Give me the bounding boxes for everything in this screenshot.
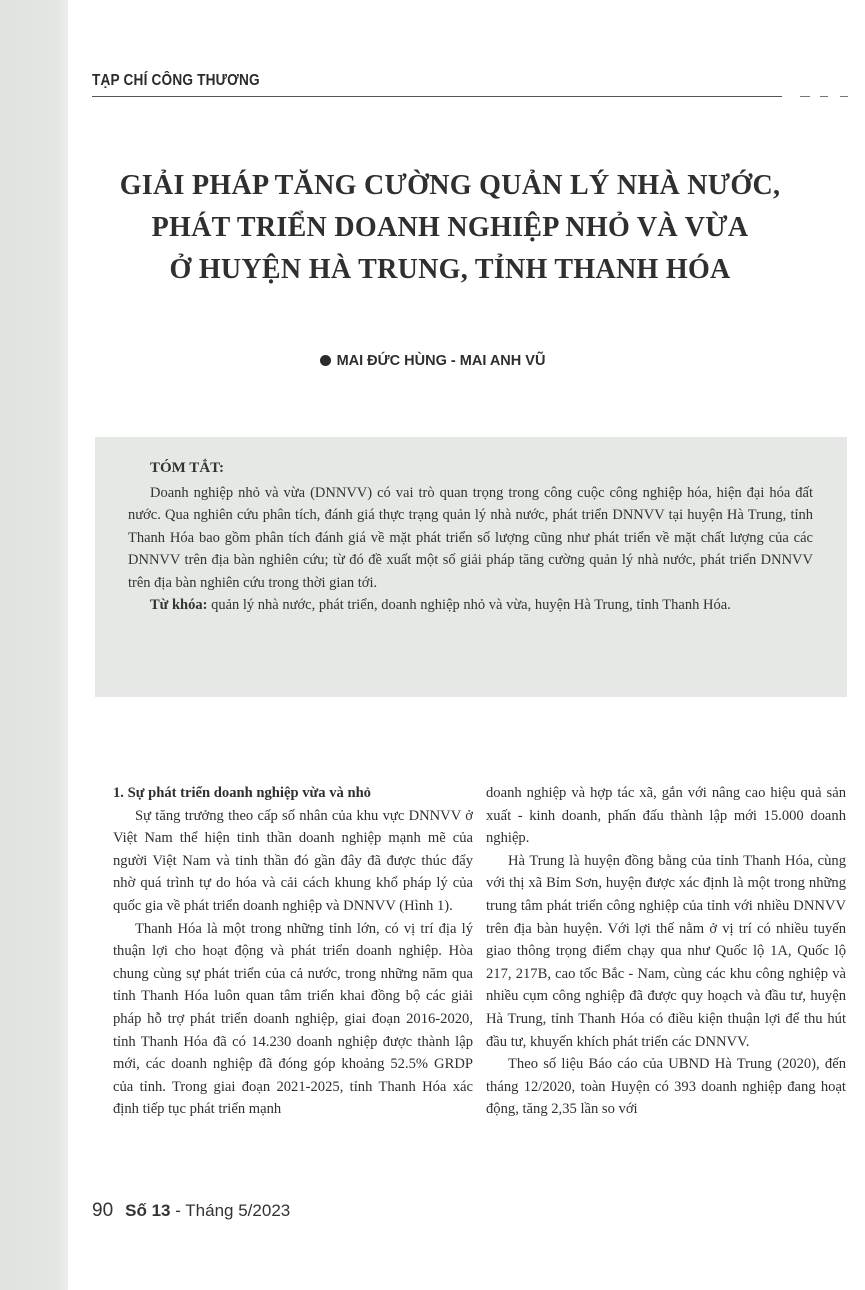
keywords-label: Từ khóa: [150, 597, 208, 613]
left-column [113, 782, 473, 1121]
title-line: PHÁT TRIỂN DOANH NGHIỆP NHỎ VÀ VỪA [151, 212, 749, 243]
authors: MAI ĐỨC HÙNG - MAI ANH VŨ [336, 353, 546, 369]
section-heading: 1. Sự phát triển doanh nghiệp vừa và nhỏ [113, 785, 371, 801]
header-rule-dash [800, 96, 810, 97]
paragraph: doanh nghiệp và hợp tác xã, gắn với nâng cao hiệu quả sản xuất - kinh doanh, phấn đấu thành lập mới 15.000 doanh nghiệp. [486, 785, 846, 847]
page-margin-strip [0, 0, 68, 1290]
header-rule-dash [820, 96, 828, 97]
issue-date: - Tháng 5/2023 [170, 1201, 291, 1220]
authors-line [0, 353, 865, 369]
abstract-heading: TÓM TẮT: [150, 460, 225, 476]
paragraph: Theo số liệu Báo cáo của UBND Hà Trung (2020), đến tháng 12/2020, toàn Huyện có 393 doanh nghiệp đang hoạt động, tăng 2,35 lần so với [486, 1056, 846, 1118]
abstract-body: Doanh nghiệp nhỏ và vừa (DNNVV) có vai trò quan trọng trong công cuộc công nghiệp hóa, hiện đại hóa đất nước. Qua nghiên cứu phân tích, đánh giá thực trạng quản lý nhà nước, phát triển DNNVV tại huyện Hà Trung, tỉnh Thanh Hóa bao gồm phân tích đánh giá về mặt phát triển số lượng cũng như phát triển về mặt chất lượng của các DNNVV trên địa bàn nghiên cứu; từ đó đề xuất một số giải pháp tăng cường quản lý nhà nước, phát triển DNNVV trên địa bàn nghiên cứu trong thời gian tới. [128, 484, 813, 591]
right-column [486, 782, 846, 1121]
issue-number: Số 13 [125, 1201, 171, 1220]
header-rule-dash [840, 96, 848, 97]
page-number: 90 [92, 1200, 114, 1221]
journal-name: TẠP CHÍ CÔNG THƯƠNG [92, 72, 260, 89]
paragraph: Thanh Hóa là một trong những tỉnh lớn, có vị trí địa lý thuận lợi cho hoạt động và phát triển doanh nghiệp. Hòa chung cùng sự phát triển của cả nước, trong những năm qua tỉnh Thanh Hóa luôn quan tâm triển khai đồng bộ các giải pháp hỗ trợ phát triển doanh nghiệp, giai đoạn 2016-2020, tỉnh Thanh Hóa đã có 14.230 doanh nghiệp được thành lập mới, các doanh nghiệp đã đóng góp khoảng 52.5% GRDP của tỉnh. Trong giai đoạn 2021-2025, tỉnh Thanh Hóa xác định tiếp tục phát triển mạnh [113, 920, 473, 1118]
paragraph: Sự tăng trưởng theo cấp số nhân của khu vực DNNVV ở Việt Nam thể hiện tinh thần doanh nghiệp mạnh mẽ của người Việt Nam và tinh thần đó gần đây đã được thúc đẩy nhờ quá trình tự do hóa và cải cách khung khổ pháp lý của quốc gia về phát triển doanh nghiệp và DNNVV (Hình 1). [113, 807, 473, 914]
title-line: Ở HUYỆN HÀ TRUNG, TỈNH THANH HÓA [169, 254, 731, 285]
keywords [128, 594, 813, 617]
bullet-icon [320, 355, 331, 366]
article-title [90, 165, 810, 291]
abstract-box [95, 437, 847, 697]
title-line: GIẢI PHÁP TĂNG CƯỜNG QUẢN LÝ NHÀ NƯỚC, [119, 170, 781, 201]
paragraph: Hà Trung là huyện đồng bằng của tỉnh Thanh Hóa, cùng với thị xã Bỉm Sơn, huyện được xác định là một trong những trung tâm phát triển công nghiệp của tỉnh với nhiều DNNVV trên địa bàn huyện. Với lợi thế nằm ở vị trí có nhiều tuyến giao thông trọng điểm chạy qua như Quốc lộ 1A, Quốc lộ 217, 217B, cao tốc Bắc - Nam, cùng các khu công nghiệp và nhiều cụm công nghiệp đã được quy hoạch và đầu tư, huyện Hà Trung, tỉnh Thanh Hóa có điều kiện thuận lợi để thu hút đầu tư, khuyến khích phát triển các DNNVV. [486, 852, 846, 1050]
page-footer [92, 1200, 290, 1222]
keywords-text: quản lý nhà nước, phát triển, doanh nghiệp nhỏ và vừa, huyện Hà Trung, tỉnh Thanh Hóa. [211, 597, 731, 613]
header-rule [92, 96, 782, 97]
